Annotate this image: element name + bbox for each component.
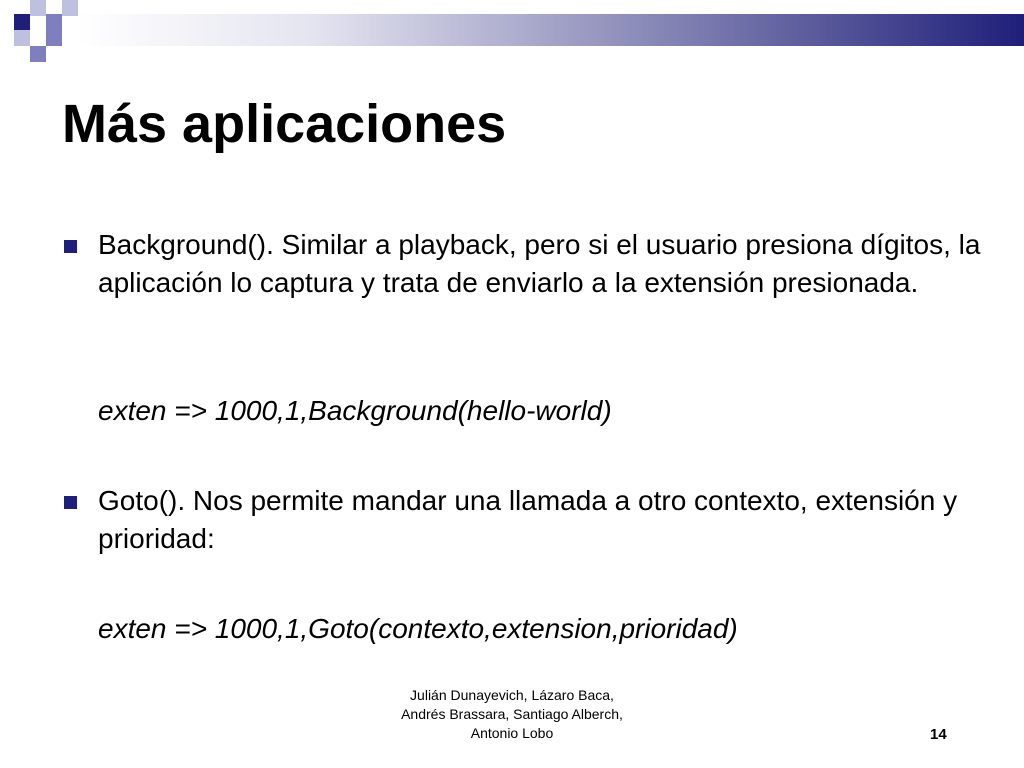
code-example: exten => 1000,1,Background(hello-world) <box>98 395 612 426</box>
logo-square <box>62 0 78 16</box>
footer-authors-line: Antonio Lobo <box>470 725 554 741</box>
bullet-text: Background(). Similar a playback, pero si el usuario presiona dígitos, la aplicación lo captura y trata de enviarlo a la extensión presionada. <box>98 229 981 298</box>
header-gradient-bar <box>78 14 1024 46</box>
page-number: 14 <box>930 726 947 743</box>
bullet-marker <box>64 496 77 509</box>
logo-square <box>14 30 30 46</box>
footer-authors-line: Julián Dunayevich, Lázaro Baca, <box>410 687 614 703</box>
logo-square <box>30 46 46 62</box>
code-example: exten => 1000,1,Goto(contexto,extension,prioridad) <box>98 613 738 644</box>
logo-square <box>14 14 30 30</box>
logo-square <box>46 14 62 30</box>
logo-square <box>30 0 46 16</box>
footer-authors <box>352 686 672 743</box>
bullet-marker <box>64 240 77 253</box>
footer-authors-line: Andrés Brassara, Santiago Alberch, <box>401 706 623 722</box>
logo-square <box>46 30 62 46</box>
slide-title: Más aplicaciones <box>62 94 507 154</box>
bullet-text: Goto(). Nos permite mandar una llamada a otro contexto, extensión y prioridad: <box>98 485 958 554</box>
